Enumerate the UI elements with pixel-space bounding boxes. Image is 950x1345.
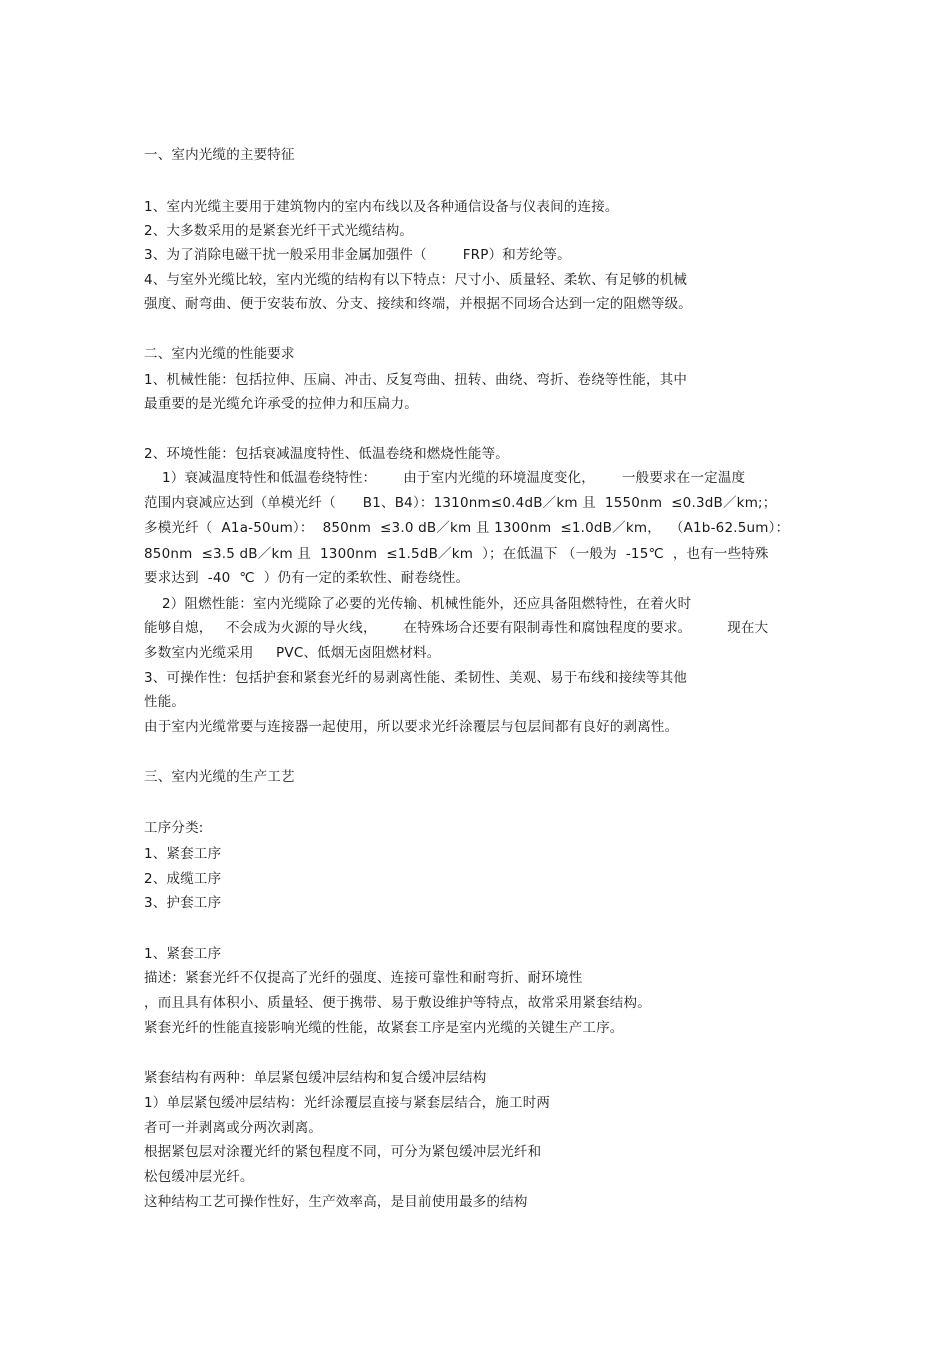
paragraph-line: 多模光纤（ A1a-50um）： 850nm ≤3.0 dB／km 且 1300nm ≤1.0dB／km， （A1b-62.5um）： xyxy=(144,520,790,536)
section-heading-2: 二、室内光缆的性能要求 xyxy=(144,346,295,362)
paragraph-line: 1）单层紧包缓冲层结构：光纤涂覆层直接与紧套层结合，施工时两 xyxy=(144,1095,551,1111)
paragraph-line: 要求达到 -40 ℃ ）仍有一定的柔软性、耐卷绕性。 xyxy=(144,570,470,586)
paragraph-line: 工序分类: xyxy=(144,820,204,836)
section-heading-3: 三、室内光缆的生产工艺 xyxy=(144,769,295,785)
paragraph-line: 1、室内光缆主要用于建筑物内的室内布线以及各种通信设备与仪表间的连接。 xyxy=(144,199,619,215)
paragraph-line: 强度、耐弯曲、便于安装布放、分支、接续和终端，并根据不同场合达到一定的阻燃等级。 xyxy=(144,296,692,312)
paragraph-line: 2、环境性能：包括衰减温度特性、低温卷绕和燃烧性能等。 xyxy=(144,446,509,462)
paragraph-line: 描述：紧套光纤不仅提高了光纤的强度、连接可靠性和耐弯折、耐环境性 xyxy=(144,970,583,986)
section-heading-1: 一、室内光缆的主要特征 xyxy=(144,147,295,163)
paragraph-line: 多数室内光缆采用 PVC、低烟无卤阻燃材料。 xyxy=(144,645,441,661)
paragraph-line: 由于室内光缆常要与连接器一起使用，所以要求光纤涂覆层与包层间都有良好的剥离性。 xyxy=(144,719,679,735)
paragraph-line: 2）阻燃性能：室内光缆除了必要的光传输、机械性能外，还应具备阻燃特性，在着火时 xyxy=(144,596,692,612)
paragraph-line: 这种结构工艺可操作性好，生产效率高，是目前使用最多的结构 xyxy=(144,1194,528,1210)
paragraph-line: 者可一并剥离或分两次剥离。 xyxy=(144,1120,323,1136)
paragraph-line: 松包缓冲层光纤。 xyxy=(144,1169,254,1185)
paragraph-line: 2、大多数采用的是紧套光纤干式光缆结构。 xyxy=(144,223,414,239)
paragraph-line: 850nm ≤3.5 dB／km 且 1300nm ≤1.5dB／km ）；在低温下 （一般为 -15℃ ，也有一些特殊 xyxy=(144,546,769,562)
paragraph-line: 3、为了消除电磁干扰一般采用非金属加强件（ FRP）和芳纶等。 xyxy=(144,247,571,263)
paragraph-line: 紧套结构有两种：单层紧包缓冲层结构和复合缓冲层结构 xyxy=(144,1070,487,1086)
paragraph-line: 范围内衰减应达到（单模光纤（ B1、B4）：1310nm≤0.4dB／km 且 1550nm ≤0.3dB／km;； xyxy=(144,495,777,511)
list-item: 2、成缆工序 xyxy=(144,871,222,887)
paragraph-line: 紧套光纤的性能直接影响光缆的性能，故紧套工序是室内光缆的关键生产工序。 xyxy=(144,1020,624,1036)
list-item: 1、紧套工序 xyxy=(144,846,222,862)
paragraph-line: 4、与室外光缆比较，室内光缆的结构有以下特点：尺寸小、质量轻、柔软、有足够的机械 xyxy=(144,272,688,288)
paragraph-line: 1）衰减温度特性和低温卷绕特性： 由于室内光缆的环境温度变化， 一般要求在一定温度 xyxy=(144,470,746,486)
subsection-heading: 1、紧套工序 xyxy=(144,946,222,962)
paragraph-line: ，而且具有体积小、质量轻、便于携带、易于敷设维护等特点，故常采用紧套结构。 xyxy=(144,995,651,1011)
paragraph-line: 性能。 xyxy=(144,694,186,710)
paragraph-line: 能够自熄， 不会成为火源的导火线， 在特殊场合还要有限制毒性和腐蚀程度的要求。 现在大 xyxy=(144,620,769,636)
paragraph-line: 根据紧包层对涂覆光纤的紧包程度不同，可分为紧包缓冲层光纤和 xyxy=(144,1144,542,1160)
paragraph-line: 1、机械性能：包括拉伸、压扁、冲击、反复弯曲、扭转、曲绕、弯折、卷绕等性能，其中 xyxy=(144,372,688,388)
paragraph-line: 最重要的是光缆允许承受的拉伸力和压扁力。 xyxy=(144,396,418,412)
list-item: 3、护套工序 xyxy=(144,895,222,911)
paragraph-line: 3、可操作性：包括护套和紧套光纤的易剥离性能、柔韧性、美观、易于布线和接续等其他 xyxy=(144,670,688,686)
